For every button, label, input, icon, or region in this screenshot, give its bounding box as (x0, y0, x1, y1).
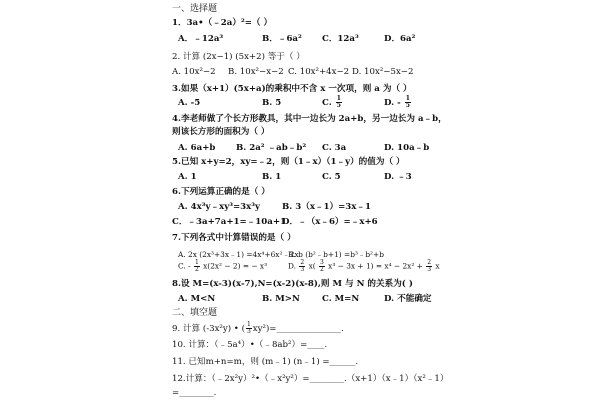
q5-option-a: A. 1 (178, 172, 197, 182)
q8-stem: 8.设 M=(x-3)(x-7),N=(x-2)(x-8),则 M 与 N 的关系为( ) (172, 279, 413, 289)
q1-option-d: D．6a² (384, 34, 416, 44)
q11-stem: 11. 已知m+n=m，则 (m﹣1) (n﹣1) =______. (172, 357, 359, 367)
q3-d-fraction: $\frac{1}{5}$ (405, 95, 410, 109)
q7-c-expression: x(2x² − 2) = − x³ (203, 261, 268, 271)
q4-option-c: C. 3a (322, 143, 347, 153)
q7-d-expression-1: x( (308, 261, 316, 271)
q7-option-d (288, 260, 440, 273)
q10-stem: 10. 计算：（﹣5a⁴）•（﹣8ab²）=____. (172, 340, 328, 350)
q9-fraction: $\frac{1}{3}$ (246, 321, 251, 335)
q2-option-d: D. 10x²−5x−2 (352, 67, 414, 77)
q7-d-label: D. (288, 261, 297, 271)
q7-d-expression-2: x³ − 3x + 1) = x⁴ − 2x² + (328, 261, 423, 271)
q7-option-b: B. b (b²﹣b+1) =b³﹣b²+b (288, 250, 384, 259)
q3-stem: 3.如果（x+1）(5x+a)的乘积中不含 x 一次项，则 a 为（ ） (172, 84, 412, 94)
q5-stem: 5.已知 x+y=2，xy=﹣2，则（1﹣x）（1﹣y）的值为（ ） (172, 157, 405, 167)
q7-d-fraction-2: $\frac{3}{2}$ (319, 259, 324, 273)
q2-option-b: B. 10x²−x−2 (228, 67, 284, 77)
q7-d-fraction-1: $\frac{2}{3}$ (300, 259, 305, 273)
q9-text-pre: 9. 计算 (-3x²y) • ( (172, 324, 245, 334)
q9-text-post: xy²)=_______________. (252, 324, 344, 334)
q1-stem: 1．3a•（﹣2a）²=（ ） (172, 18, 273, 28)
q7-stem: 7.下列各式中计算错误的是（ ） (172, 233, 296, 243)
q1-option-b: B．﹣6a² (262, 34, 302, 44)
q7-d-expression-3: x (435, 261, 440, 271)
q7-option-a: A. 2x (2x³+3x﹣1) =4x⁴+6x²﹣2x (178, 250, 299, 259)
q3-option-d (384, 96, 412, 109)
q2-stem: 2. 计算 (2x−1) (5x+2) 等于（ ） (172, 52, 305, 62)
q6-option-a: A. 4x³y﹣xy³=3x³y (178, 202, 261, 212)
q8-option-b: B. M>N (262, 294, 300, 304)
q8-option-c: C. M=N (322, 294, 360, 304)
q3-c-label: C. (322, 98, 332, 108)
q8-option-a: A. M<N (178, 294, 216, 304)
q3-d-label: D. - (384, 98, 401, 108)
q2-option-c: C. 10x²+4x−2 (288, 67, 350, 77)
q1-option-a: A．﹣12a³ (178, 34, 224, 44)
q3-c-fraction: $\frac{1}{5}$ (336, 95, 341, 109)
q9-stem (172, 322, 344, 335)
q12-stem: 12.计算：（﹣2x²y）²•（﹣x²y²）=________.（x+1）（x﹣1）（x²﹣1） (172, 374, 449, 384)
q3-option-a: A. -5 (178, 98, 201, 108)
q3-option-b: B. 5 (262, 98, 282, 108)
q2-option-a: A. 10x²−2 (172, 67, 216, 77)
q3-option-c (322, 96, 343, 109)
q6-option-b: B. 3（x﹣1）=3x﹣1 (282, 202, 371, 212)
q4-option-b: B. 2a² ﹣ab﹣b² (236, 143, 307, 153)
q4-option-a: A. 6a+b (178, 143, 216, 153)
q6-option-c: C．﹣3a+7a+1=﹣10a+1 (172, 217, 287, 227)
q4-stem: 4.李老师做了个长方形教具，其中一边长为 2a+b，另一边长为 a﹣b， (172, 114, 447, 124)
q7-c-fraction: $\frac{1}{2}$ (194, 259, 199, 273)
q5-option-c: C. 5 (322, 172, 341, 182)
q7-c-label: C. - (178, 261, 191, 271)
section-choice-heading: 一、选择题 (172, 4, 218, 14)
q4-stem-line2: 则该长方形的面积为（ ） (172, 127, 270, 137)
q1-option-c: C．12a³ (322, 34, 359, 44)
q12-stem-line2: =________. (172, 388, 217, 398)
q7-option-c (178, 260, 267, 273)
q4-option-d: D. 10a﹣b (384, 143, 430, 153)
q6-stem: 6.下列运算正确的是（ ） (172, 187, 270, 197)
q7-d-fraction-3: $\frac{2}{3}$ (427, 259, 432, 273)
q5-option-d: D. ﹣3 (384, 172, 412, 182)
q5-option-b: B. 1 (262, 172, 282, 182)
q8-option-d: D. 不能确定 (384, 294, 432, 304)
section-fill-heading: 二、填空题 (172, 308, 218, 318)
q6-option-d: D．﹣（x﹣6）=﹣x+6 (282, 217, 378, 227)
